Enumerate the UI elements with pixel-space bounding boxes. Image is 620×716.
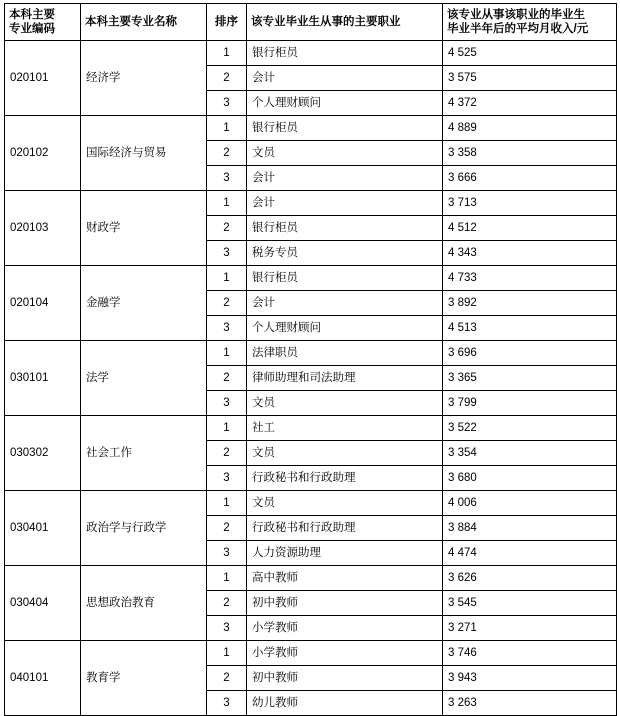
table-header-row <box>5 4 617 41</box>
cell-rank: 2 <box>207 66 247 91</box>
cell-occupation: 初中教师 <box>247 591 443 616</box>
column-header-occupation: 该专业毕业生从事的主要职业 <box>247 4 443 41</box>
column-header-income-line1: 该专业从事该职业的毕业生 <box>447 8 585 21</box>
cell-occupation: 文员 <box>247 441 443 466</box>
table-row <box>5 566 617 591</box>
cell-rank: 1 <box>207 491 247 516</box>
cell-occupation: 律师助理和司法助理 <box>247 366 443 391</box>
cell-income: 3 545 <box>443 591 617 616</box>
cell-occupation: 税务专员 <box>247 241 443 266</box>
cell-rank: 2 <box>207 666 247 691</box>
cell-income: 3 575 <box>443 66 617 91</box>
column-header-income <box>443 4 617 41</box>
cell-occupation: 银行柜员 <box>247 41 443 66</box>
cell-major-code: 020103 <box>5 191 81 266</box>
cell-rank: 3 <box>207 541 247 566</box>
cell-major-code: 030404 <box>5 566 81 641</box>
cell-income: 3 354 <box>443 441 617 466</box>
cell-income: 4 889 <box>443 116 617 141</box>
cell-income: 3 696 <box>443 341 617 366</box>
cell-rank: 3 <box>207 241 247 266</box>
cell-rank: 3 <box>207 616 247 641</box>
cell-rank: 1 <box>207 116 247 141</box>
cell-income: 3 358 <box>443 141 617 166</box>
cell-occupation: 会计 <box>247 166 443 191</box>
cell-income: 4 512 <box>443 216 617 241</box>
cell-income: 3 943 <box>443 666 617 691</box>
cell-major-code: 020101 <box>5 41 81 116</box>
cell-major-name: 教育学 <box>81 641 207 716</box>
cell-rank: 1 <box>207 341 247 366</box>
cell-rank: 3 <box>207 316 247 341</box>
cell-rank: 2 <box>207 591 247 616</box>
cell-occupation: 银行柜员 <box>247 266 443 291</box>
cell-occupation: 高中教师 <box>247 566 443 591</box>
cell-major-code: 030401 <box>5 491 81 566</box>
table-header <box>5 4 617 41</box>
cell-major-name: 政治学与行政学 <box>81 491 207 566</box>
cell-income: 4 733 <box>443 266 617 291</box>
column-header-major-name: 本科主要专业名称 <box>81 4 207 41</box>
cell-rank: 1 <box>207 641 247 666</box>
cell-income: 3 522 <box>443 416 617 441</box>
cell-occupation: 幼儿教师 <box>247 691 443 716</box>
table-body <box>5 41 617 716</box>
cell-income: 4 343 <box>443 241 617 266</box>
cell-occupation: 行政秘书和行政助理 <box>247 466 443 491</box>
column-header-major-code <box>5 4 81 41</box>
table-row <box>5 491 617 516</box>
cell-income: 3 365 <box>443 366 617 391</box>
cell-occupation: 行政秘书和行政助理 <box>247 516 443 541</box>
cell-major-name: 经济学 <box>81 41 207 116</box>
cell-rank: 1 <box>207 566 247 591</box>
cell-income: 3 263 <box>443 691 617 716</box>
cell-income: 3 884 <box>443 516 617 541</box>
cell-rank: 3 <box>207 166 247 191</box>
cell-rank: 1 <box>207 41 247 66</box>
cell-occupation: 银行柜员 <box>247 216 443 241</box>
cell-occupation: 社工 <box>247 416 443 441</box>
cell-income: 3 666 <box>443 166 617 191</box>
table-row <box>5 341 617 366</box>
cell-income: 3 626 <box>443 566 617 591</box>
cell-major-name: 法学 <box>81 341 207 416</box>
cell-major-code: 040101 <box>5 641 81 716</box>
cell-income: 3 799 <box>443 391 617 416</box>
cell-occupation: 会计 <box>247 66 443 91</box>
cell-rank: 1 <box>207 416 247 441</box>
cell-occupation: 小学教师 <box>247 641 443 666</box>
table-row <box>5 641 617 666</box>
table-row <box>5 266 617 291</box>
cell-income: 4 513 <box>443 316 617 341</box>
cell-major-name: 国际经济与贸易 <box>81 116 207 191</box>
cell-occupation: 会计 <box>247 191 443 216</box>
cell-income: 3 746 <box>443 641 617 666</box>
cell-occupation: 个人理财顾问 <box>247 316 443 341</box>
cell-income: 4 006 <box>443 491 617 516</box>
cell-rank: 3 <box>207 91 247 116</box>
cell-income: 4 474 <box>443 541 617 566</box>
column-header-income-line2: 毕业半年后的平均月收入/元 <box>447 23 589 35</box>
cell-major-code: 020102 <box>5 116 81 191</box>
cell-major-name: 社会工作 <box>81 416 207 491</box>
cell-rank: 2 <box>207 516 247 541</box>
cell-income: 3 713 <box>443 191 617 216</box>
cell-occupation: 法律职员 <box>247 341 443 366</box>
cell-occupation: 银行柜员 <box>247 116 443 141</box>
cell-rank: 1 <box>207 191 247 216</box>
cell-rank: 2 <box>207 291 247 316</box>
cell-rank: 1 <box>207 266 247 291</box>
column-header-rank: 排序 <box>207 4 247 41</box>
column-header-major-code-line1: 本科主要 <box>9 8 55 21</box>
cell-occupation: 小学教师 <box>247 616 443 641</box>
cell-income: 3 680 <box>443 466 617 491</box>
cell-major-name: 金融学 <box>81 266 207 341</box>
major-occupation-income-table <box>4 3 617 716</box>
cell-major-code: 020104 <box>5 266 81 341</box>
cell-income: 4 525 <box>443 41 617 66</box>
table-row <box>5 116 617 141</box>
cell-major-code: 030302 <box>5 416 81 491</box>
cell-occupation: 文员 <box>247 141 443 166</box>
cell-rank: 2 <box>207 141 247 166</box>
cell-rank: 3 <box>207 466 247 491</box>
cell-occupation: 文员 <box>247 391 443 416</box>
table-row <box>5 191 617 216</box>
cell-rank: 2 <box>207 366 247 391</box>
cell-rank: 2 <box>207 216 247 241</box>
table-row <box>5 41 617 66</box>
column-header-major-code-line2: 专业编码 <box>9 23 55 35</box>
cell-rank: 3 <box>207 391 247 416</box>
cell-major-name: 财政学 <box>81 191 207 266</box>
cell-occupation: 会计 <box>247 291 443 316</box>
cell-occupation: 文员 <box>247 491 443 516</box>
table-row <box>5 416 617 441</box>
cell-income: 4 372 <box>443 91 617 116</box>
cell-income: 3 271 <box>443 616 617 641</box>
cell-occupation: 个人理财顾问 <box>247 91 443 116</box>
cell-rank: 3 <box>207 691 247 716</box>
cell-occupation: 人力资源助理 <box>247 541 443 566</box>
cell-major-code: 030101 <box>5 341 81 416</box>
cell-income: 3 892 <box>443 291 617 316</box>
cell-occupation: 初中教师 <box>247 666 443 691</box>
cell-major-name: 思想政治教育 <box>81 566 207 641</box>
cell-rank: 2 <box>207 441 247 466</box>
